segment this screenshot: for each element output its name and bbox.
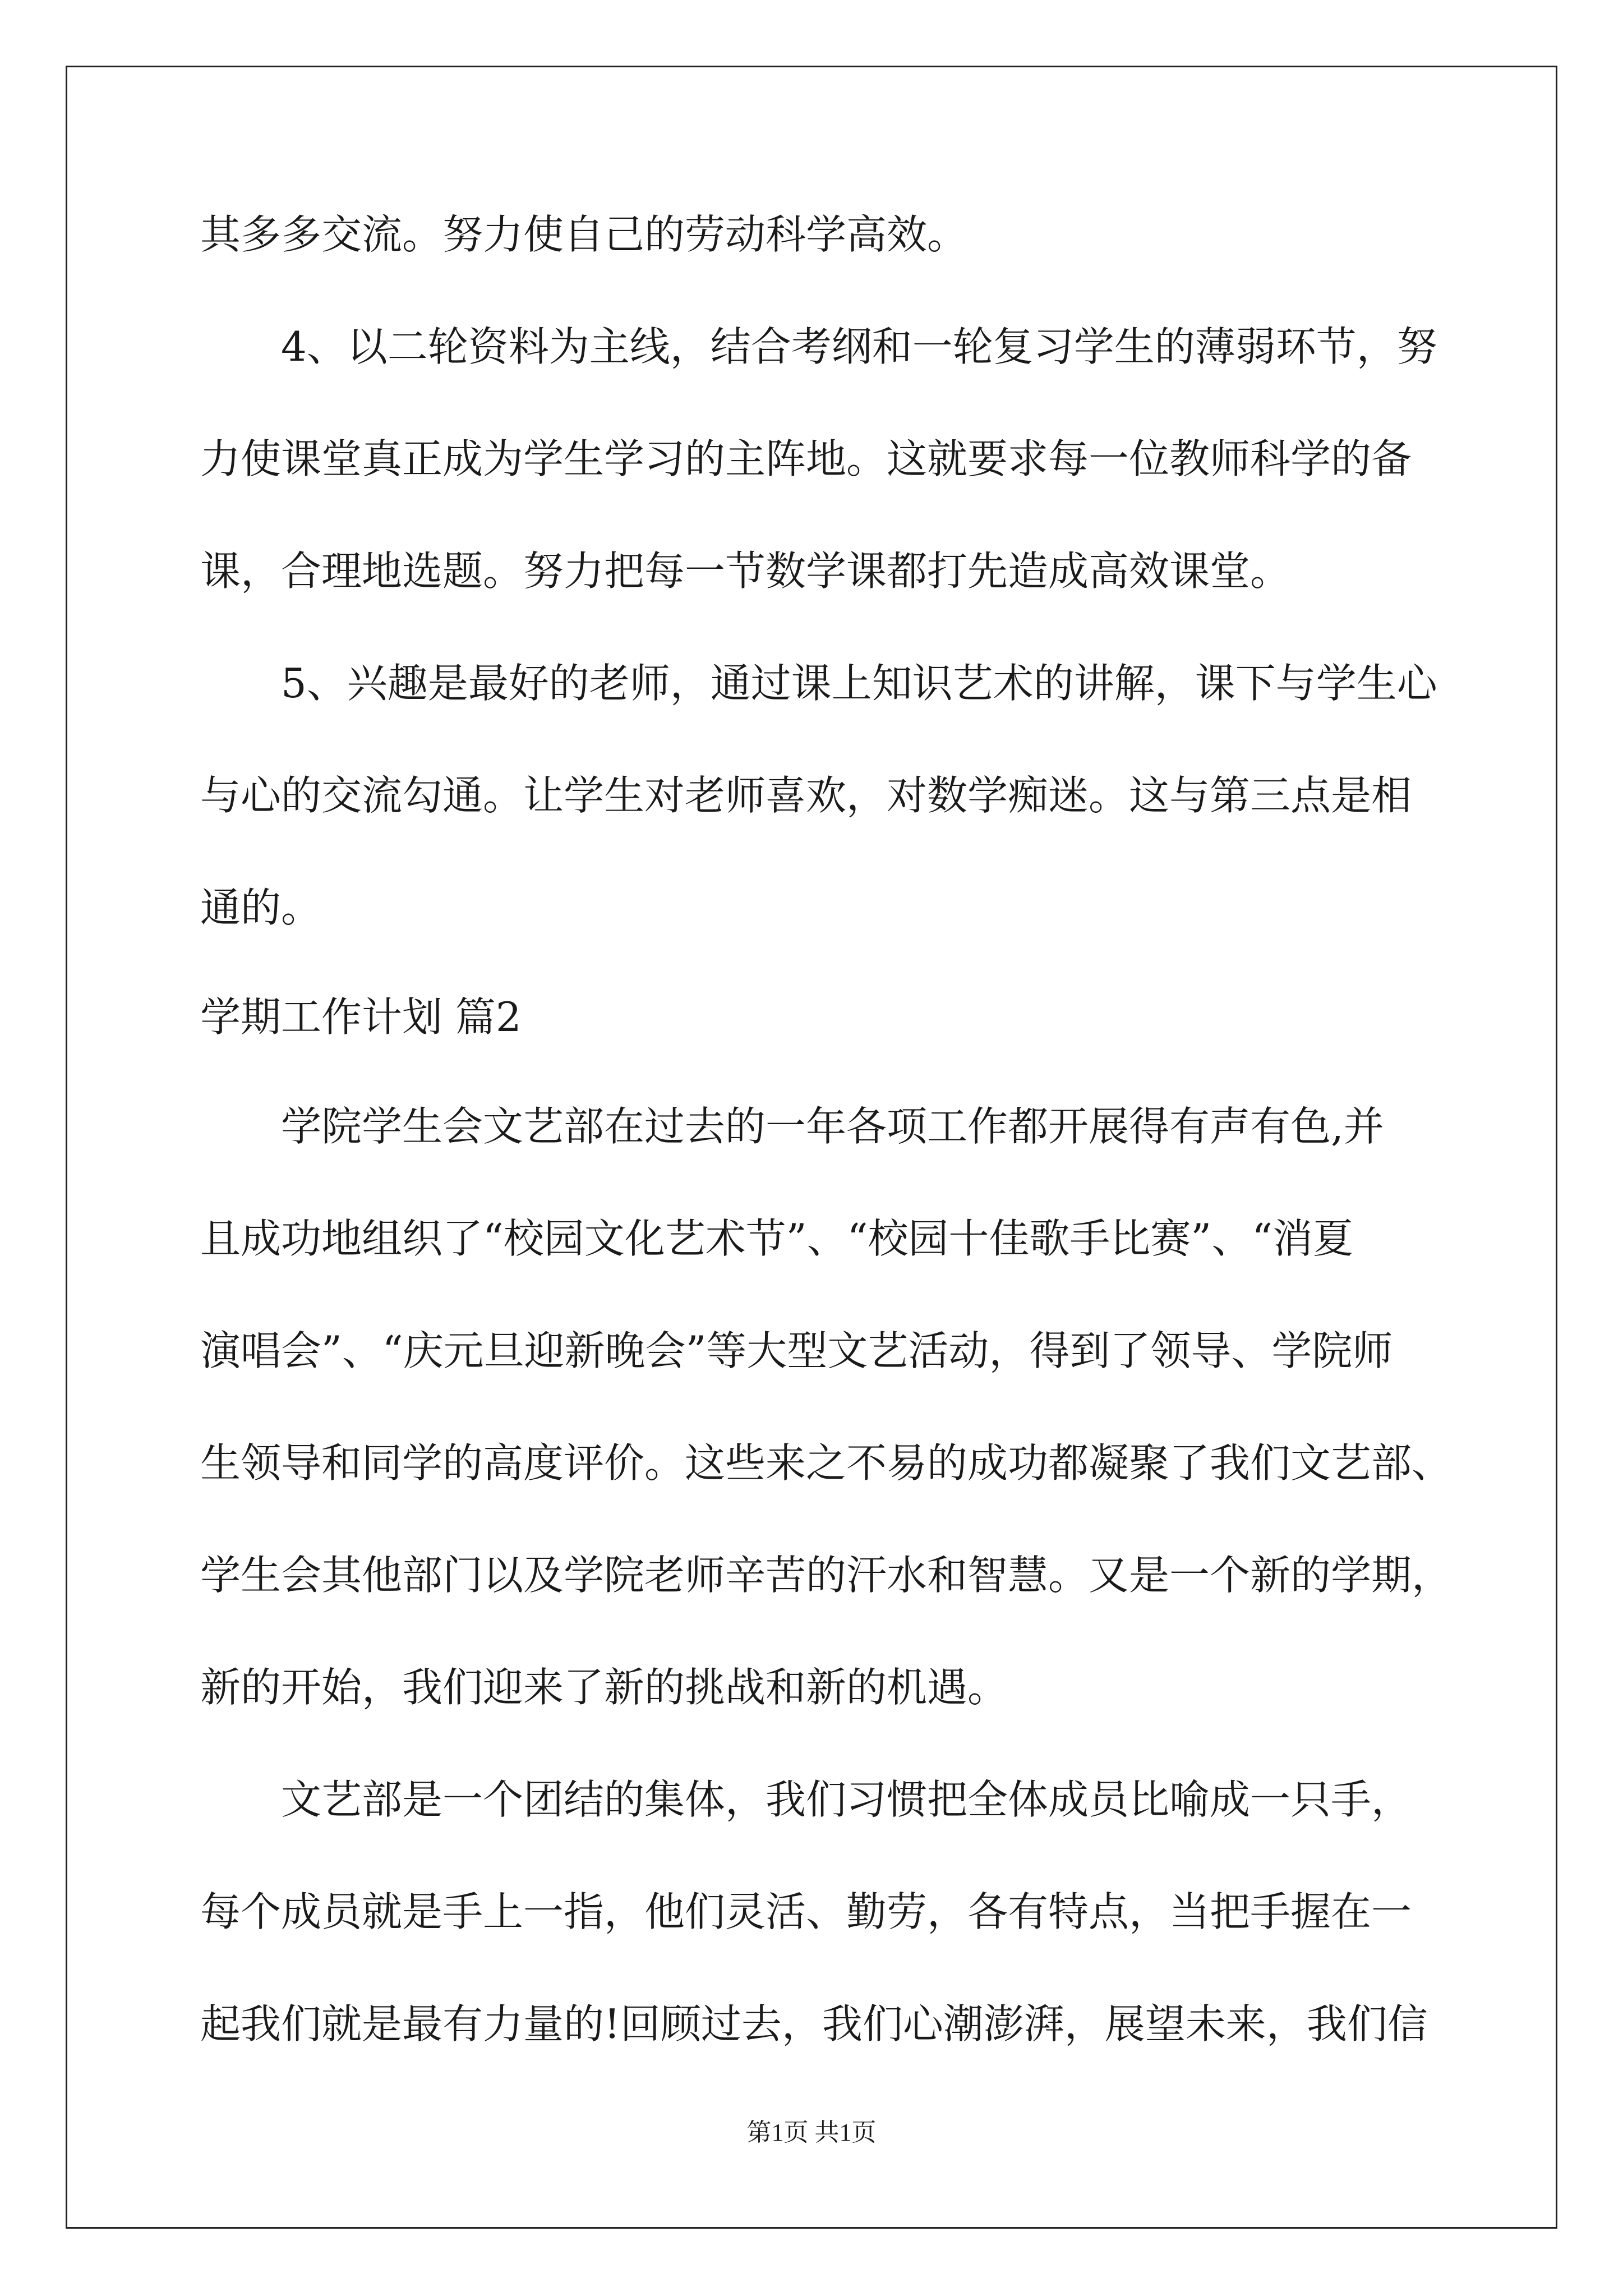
section-heading: 学期工作计划 篇2 <box>200 993 522 1041</box>
text-line: 每个成员就是手上一指，他们灵活、勤劳，各有特点，当把手握在一 <box>200 1888 1412 1935</box>
text-line: 5、兴趣是最好的老师，通过课上知识艺术的讲解，课下与学生心 <box>281 660 1437 707</box>
text-line: 课，合理地选题。努力把每一节数学课都打先造成高效课堂。 <box>200 547 1291 595</box>
page-number: 第1页 共1页 <box>746 2119 877 2146</box>
text-line: 力使课堂真正成为学生学习的主阵地。这就要求每一位教师科学的备 <box>200 435 1412 482</box>
text-line: 生领导和同学的高度评价。这些来之不易的成功都凝聚了我们文艺部、 <box>200 1439 1453 1487</box>
text-line: 演唱会”、“庆元旦迎新晚会”等大型文艺活动，得到了领导、学院师 <box>200 1327 1393 1374</box>
text-line: 与心的交流勾通。让学生对老师喜欢，对数学痴迷。这与第三点是相 <box>200 772 1412 819</box>
text-line: 且成功地组织了“校园文化艺术节”、“校园十佳歌手比赛”、“消夏 <box>200 1215 1354 1262</box>
text-line: 4、以二轮资料为主线，结合考纲和一轮复习学生的薄弱环节，努 <box>281 323 1437 370</box>
text-line: 学院学生会文艺部在过去的一年各项工作都开展得有声有色,并 <box>281 1103 1384 1150</box>
text-line: 其多多交流。努力使自己的劳动科学高效。 <box>200 211 968 258</box>
text-line: 学生会其他部门以及学院老师辛苦的汗水和智慧。又是一个新的学期， <box>200 1552 1453 1599</box>
text-line: 文艺部是一个团结的集体，我们习惯把全体成员比喻成一只手， <box>281 1776 1412 1823</box>
text-line: 起我们就是最有力量的!回顾过去，我们心潮澎湃，展望未来，我们信 <box>200 2000 1428 2047</box>
text-line: 通的。 <box>200 884 322 931</box>
text-line: 新的开始，我们迎来了新的挑战和新的机遇。 <box>200 1664 1008 1711</box>
